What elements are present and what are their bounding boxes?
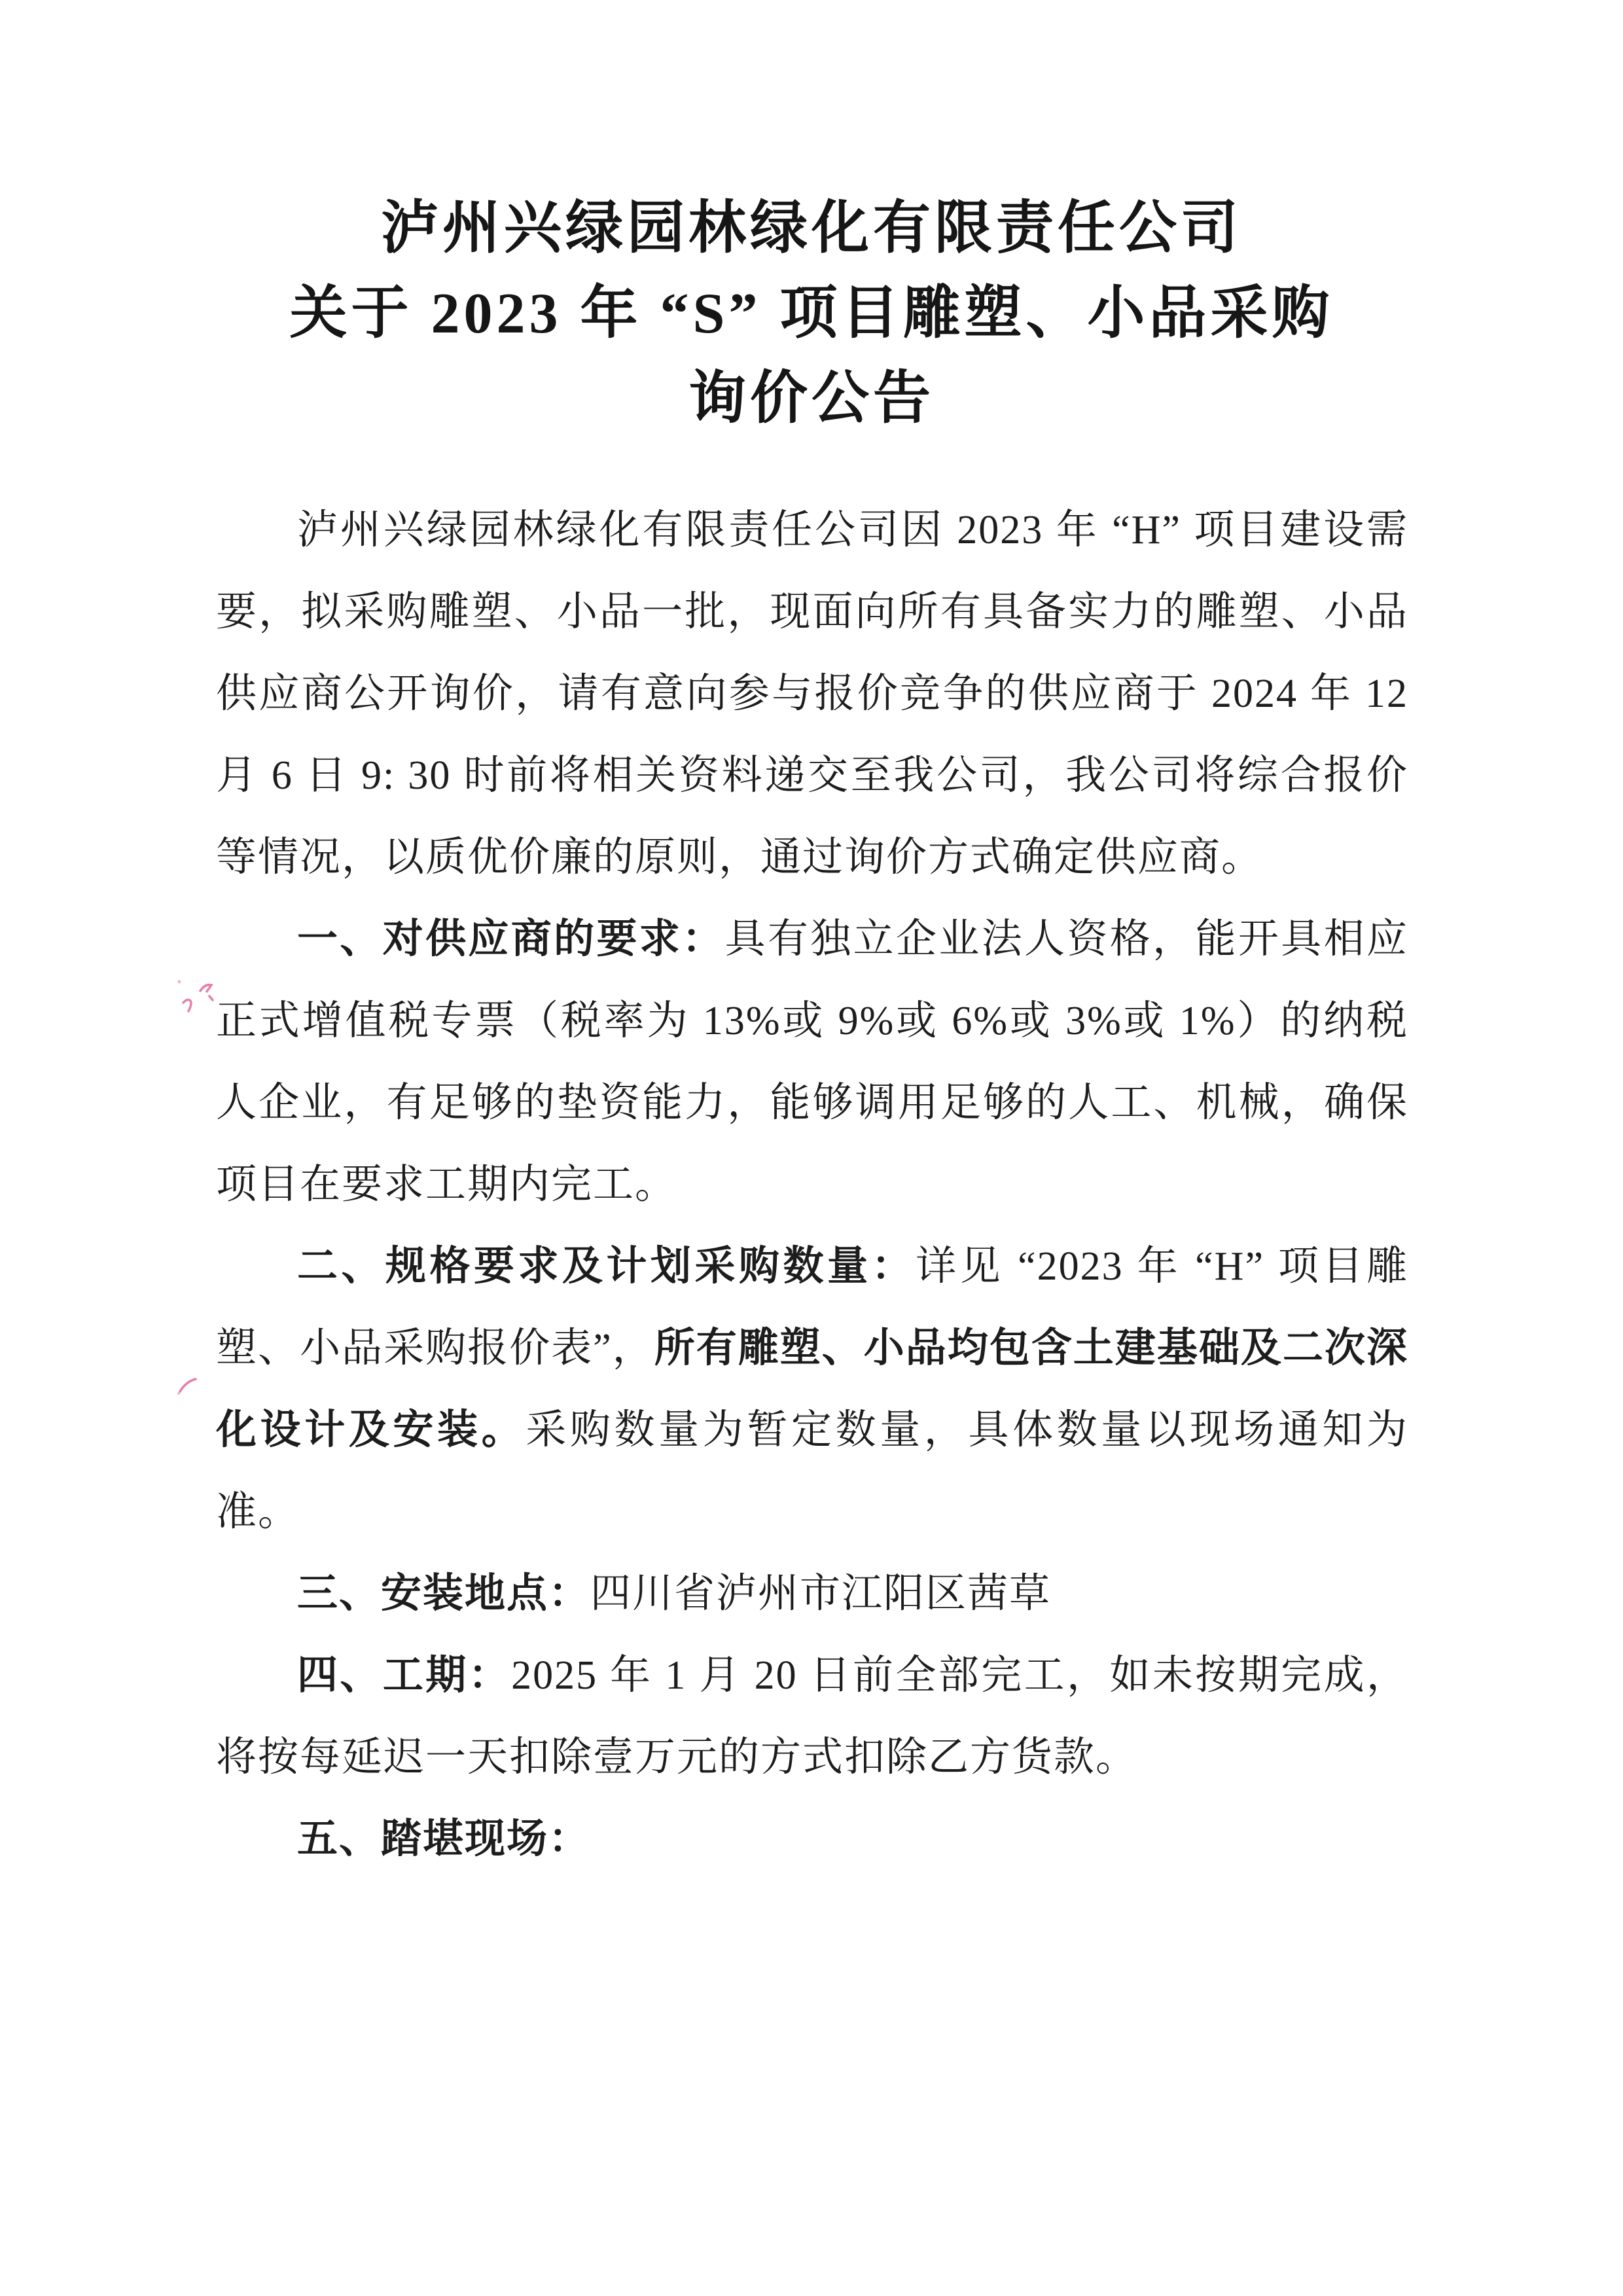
paragraph-supplier-requirements	[216, 899, 1408, 1226]
document-title	[183, 187, 1440, 442]
text-run: 采购数量为暂定数量，具体数量以现场通知为准。	[216, 1408, 1408, 1534]
title-line-notice-type: 询价公告	[688, 367, 935, 431]
text-run: 四川省泸州市江阳区茜草	[590, 1571, 1052, 1616]
paragraph-construction-period	[216, 1635, 1408, 1799]
paragraph-spec-quantity	[216, 1226, 1408, 1553]
paragraph-site-visit	[216, 1799, 1408, 1880]
document-body	[216, 490, 1408, 1880]
title-line-company: 泸州兴绿园林绿化有限责任公司	[380, 197, 1242, 260]
paragraph-install-location	[216, 1553, 1408, 1635]
section-heading-2: 二、规格要求及计划采购数量：	[297, 1244, 916, 1289]
section-heading-4: 四、工期：	[297, 1653, 512, 1698]
text-run: 泸州兴绿园林绿化有限责任公司因 2023 年 “H” 项目建设需要，拟采购雕塑、小品一批，现面向所有具备实力的雕塑、小品供应商公开询价，请有意向参与报价竞争的供应商于 2024 年 12 月 6 日 9: 30 时前将相关资料递交至我公司，我公司将综合报价等情况，以质优价廉的原则，通过询价方式确定供应商。	[216, 508, 1408, 880]
text-run: 具有独立企业法人资格，能开具相应正式增值税专票（税率为 13%或 9%或 6%或 3%或 1%）的纳税人企业，有足够的垫资能力，能够调用足够的人工、机械，确保项目在要求工期内完工。	[216, 917, 1408, 1207]
section-heading-3: 三、安装地点：	[297, 1571, 591, 1616]
section-heading-1: 一、对供应商的要求：	[297, 917, 725, 961]
text-run: 2025 年 1 月 20 日前全部完工，如未按期完成，将按每延迟一天扣除壹万元的方式扣除乙方货款。	[216, 1653, 1408, 1780]
title-line-subject: 关于 2023 年 “S” 项目雕塑、小品采购	[289, 282, 1334, 346]
text-run: 详见 “2023 年 “H” 项目雕塑、小品采购报价表”，	[216, 1244, 1408, 1371]
bold-emphasis-run: 所有雕塑、小品均包含土建基础及二次深化设计及安装。	[216, 1326, 1408, 1452]
pink-annotation-mark-2	[174, 1372, 203, 1398]
paragraph-intro	[216, 490, 1408, 899]
section-heading-5: 五、踏堪现场：	[297, 1817, 591, 1861]
